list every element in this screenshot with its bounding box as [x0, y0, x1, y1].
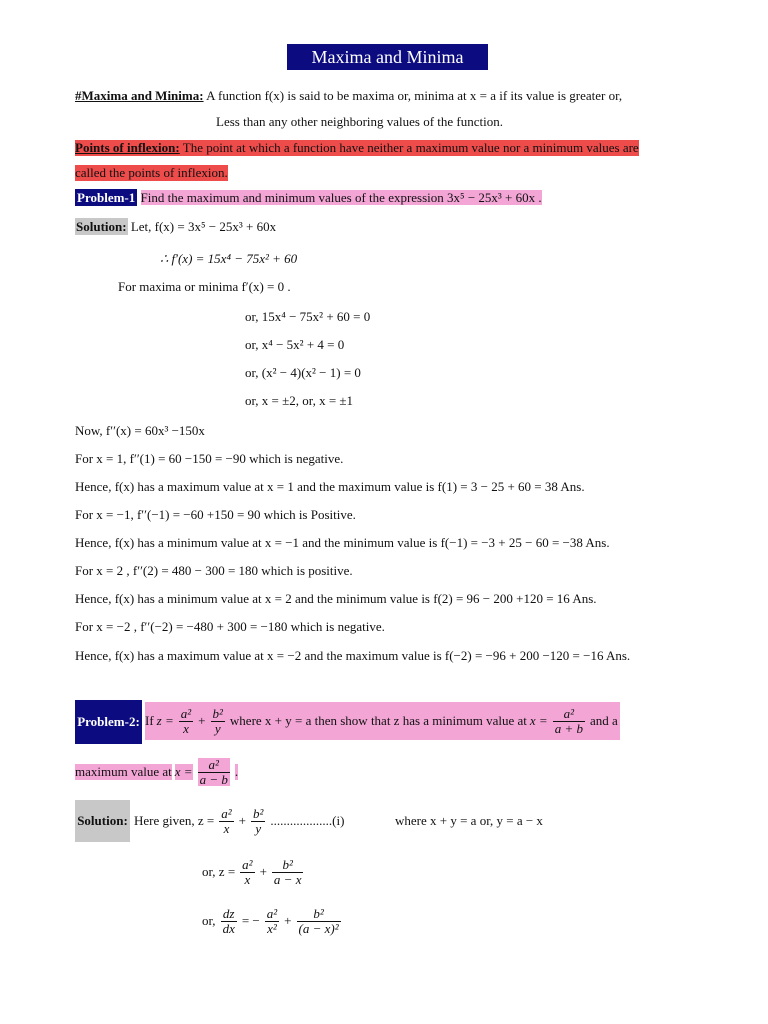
- problem-2-period: .: [234, 764, 239, 779]
- fraction-numerator: a²: [180, 705, 192, 721]
- definition-line-2: Less than any other neighboring values of the function.: [216, 114, 504, 129]
- solution-2-l3-eq: = −: [241, 913, 260, 928]
- problem-2-if: If: [145, 713, 154, 728]
- problem-2-line-2: [75, 752, 238, 792]
- problem-1: [75, 190, 542, 206]
- solution-2-l3-derivative: [221, 907, 237, 935]
- fraction-denominator: (a − x)²: [298, 920, 339, 936]
- problem-2-label: Problem-2:: [75, 700, 142, 744]
- fraction-numerator: b²: [253, 805, 264, 821]
- fraction-numerator: dz: [221, 907, 237, 922]
- solution-2-dots: ...................(i): [270, 813, 345, 828]
- fraction-denominator: a + b: [554, 720, 583, 736]
- solution-1-text: Let, f(x) = 3x⁵ − 25x³ + 60x: [130, 219, 277, 234]
- problem-2-x-eq-2: x =: [174, 764, 193, 779]
- problem-2-condition: where x + y = a then show that z has a minimum value at: [229, 713, 527, 728]
- solution-1-line-5: or, (x² − 4)(x² − 1) = 0: [245, 365, 361, 380]
- inflexion-label: Points of inflexion:: [75, 140, 180, 155]
- fraction-denominator: dx: [222, 920, 235, 936]
- solution-1-line-14: For x = −2 , f′′(−2) = −480 + 300 = −180 which is negative.: [75, 619, 385, 634]
- solution-1-line-2: For maxima or minima f′(x) = 0 .: [118, 279, 291, 294]
- problem-2-fraction-2: [211, 707, 225, 735]
- solution-1-line-4: or, x⁴ − 5x² + 4 = 0: [245, 337, 345, 352]
- problem-1-text: Find the maximum and minimum values of the expression 3x⁵ − 25x³ + 60x .: [140, 190, 542, 205]
- fraction-numerator: a²: [198, 758, 230, 773]
- problem-2-and-a: and a: [589, 713, 618, 728]
- definition-text: A function f(x) is said to be maxima or, minima at x = a if its value is greater or,: [206, 88, 623, 103]
- solution-2-l2-fraction-2: [272, 858, 304, 886]
- solution-1-line-8: For x = 1, f′′(1) = 60 −150 = −90 which is negative.: [75, 451, 344, 466]
- fraction-denominator: a − x: [273, 871, 302, 887]
- fraction-numerator: a²: [221, 805, 232, 821]
- problem-2-max-text: maximum value at: [75, 764, 172, 779]
- solution-1-line-3: or, 15x⁴ − 75x² + 60 = 0: [245, 309, 371, 324]
- problem-2-line-1: [145, 702, 620, 740]
- solution-1-label: Solution:: [76, 219, 127, 234]
- solution-2-line-1: Here given, z = $\frac{\text{a²}}{x}$ + $\frac{\text{b²}}{y}$ ...................(i): [134, 805, 345, 836]
- solution-2-l2-fraction-1: [240, 858, 254, 886]
- solution-2-line-3: or, $\frac{dz}{dx}$ = − $\frac{\text{a²}}{\text{x²}}$ + $\frac{\text{b²}}{\text{(a − x)²}}$: [202, 905, 339, 936]
- fraction-denominator: x²: [267, 920, 277, 936]
- fraction-numerator: b²: [212, 705, 223, 721]
- fraction-denominator: a − b: [199, 771, 228, 787]
- solution-1-line-1: ∴ f′(x) = 15x⁴ − 75x² + 60: [160, 251, 298, 266]
- solution-1-line-15: Hence, f(x) has a maximum value at x = −2 and the maximum value is f(−2) = −96 + 200 −120 = −16 Ans.: [75, 648, 631, 663]
- inflexion-line-2: called the points of inflexion.: [75, 165, 228, 180]
- problem-2-x-eq: x =: [529, 713, 548, 728]
- page-title: Maxima and Minima: [287, 44, 488, 70]
- definition-line-1: [75, 88, 622, 104]
- solution-2-l3-fraction-2: [297, 907, 341, 935]
- solution-2-l2-pre: or, z =: [202, 864, 236, 879]
- problem-2-z-eq: z =: [156, 713, 174, 728]
- solution-1-line-10: For x = −1, f′′(−1) = −60 +150 = 90 which is Positive.: [75, 507, 356, 522]
- solution-2-line-2: or, z = $\frac{\text{a²}}{x}$ + $\frac{\text{b²}}{a - x}$: [202, 856, 302, 887]
- solution-1-line-7: Now, f′′(x) = 60x³ −150x: [75, 423, 205, 438]
- problem-1-label: Problem-1: [77, 190, 136, 205]
- solution-2-label: Solution:: [75, 800, 130, 842]
- fraction-denominator: y: [255, 820, 262, 836]
- solution-2-here-given: Here given, z =: [134, 813, 215, 828]
- fraction-numerator: b²: [297, 907, 341, 922]
- fraction-denominator: y: [214, 720, 221, 736]
- fraction-numerator: a²: [242, 856, 253, 872]
- problem-2-fraction-3: [553, 707, 585, 735]
- solution-1-line-6: or, x = ±2, or, x = ±1: [245, 393, 354, 408]
- solution-1-line-0: [75, 219, 276, 235]
- fraction-denominator: x: [244, 871, 251, 887]
- fraction-numerator: a²: [266, 905, 278, 921]
- solution-1-line-13: Hence, f(x) has a minimum value at x = 2 and the minimum value is f(2) = 96 − 200 +120 = 16 Ans.: [75, 591, 597, 606]
- problem-2-fraction-1: [179, 707, 193, 735]
- solution-1-line-12: For x = 2 , f′′(2) = 480 − 300 = 180 which is positive.: [75, 563, 353, 578]
- solution-2-fraction-2: [251, 807, 265, 835]
- fraction-numerator: a²: [553, 707, 585, 722]
- inflexion-line-1: [75, 140, 639, 156]
- fraction-denominator: x: [223, 820, 230, 836]
- fraction-numerator: b²: [272, 858, 304, 873]
- solution-2-l3-fraction-1: [265, 907, 279, 935]
- problem-2-fraction-4: [198, 758, 230, 786]
- solution-2-fraction-1: [219, 807, 233, 835]
- solution-2-where: where x + y = a or, y = a − x: [395, 813, 543, 828]
- definition-label: #Maxima and Minima:: [75, 88, 204, 103]
- solution-1-line-11: Hence, f(x) has a minimum value at x = −1 and the minimum value is f(−1) = −3 + 25 − 60 = −38 Ans.: [75, 535, 610, 550]
- solution-1-line-9: Hence, f(x) has a maximum value at x = 1 and the maximum value is f(1) = 3 − 25 + 60 = 38 Ans.: [75, 479, 585, 494]
- solution-2-l3-pre: or,: [202, 913, 216, 928]
- inflexion-text: The point at which a function have neither a maximum value nor a minimum values are: [182, 140, 639, 155]
- problem-2-plus: +: [198, 713, 206, 728]
- fraction-denominator: x: [183, 720, 189, 736]
